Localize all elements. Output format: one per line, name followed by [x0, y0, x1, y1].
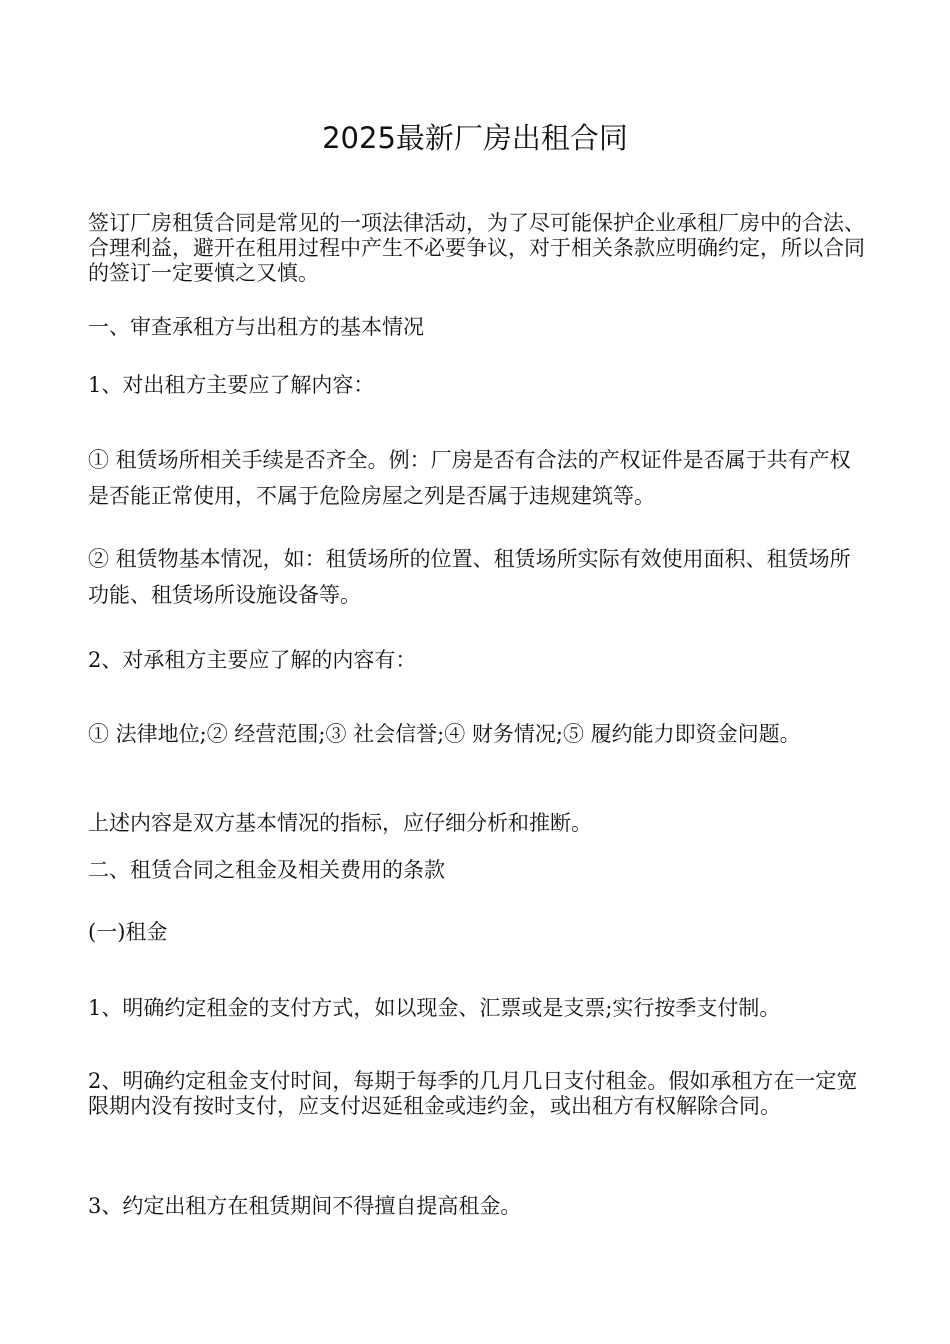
- s2-item2: 2、明确约定租金支付时间，每期于每季的几月几日支付租金。假如承租方在一定宽限期内没有按时支付，应支付迟延租金或违约金，或出租方有权解除合同。: [88, 1069, 858, 1118]
- s1-item1-heading: 1、对出租方主要应了解内容：: [88, 373, 375, 397]
- intro-paragraph: 签订厂房租赁合同是常见的一项法律活动，为了尽可能保护企业承租厂房中的合法、合理利益，避开在租用过程中产生不必要争议，对于相关条款应明确约定，所以合同的签订一定要慎之又慎。: [88, 211, 865, 285]
- s1-item2-points: ① 法律地位;② 经营范围;③ 社会信誉;④ 财务情况;⑤ 履约能力即资金问题。: [88, 722, 801, 746]
- s1-item2-heading: 2、对承租方主要应了解的内容有：: [88, 648, 417, 672]
- s1-summary: 上述内容是双方基本情况的指标，应仔细分析和推断。: [88, 811, 592, 835]
- document-title: 2025最新厂房出租合同: [322, 121, 628, 155]
- section2-heading: 二、租赁合同之租金及相关费用的条款: [88, 858, 445, 882]
- s1-item1-point2: ② 租赁物基本情况，如：租赁场所的位置、租赁场所实际有效使用面积、租赁场所功能、租赁场所设施设备等。: [88, 547, 851, 607]
- s1-item1-point1: ① 租赁场所相关手续是否齐全。例：厂房是否有合法的产权证件是否属于共有产权是否能正常使用，不属于危险房屋之列是否属于违规建筑等。: [88, 448, 851, 508]
- s2-item3: 3、约定出租方在租赁期间不得擅自提高租金。: [88, 1194, 522, 1218]
- s2-item1: 1、明确约定租金的支付方式，如以现金、汇票或是支票;实行按季支付制。: [88, 996, 781, 1020]
- s2-sub1-heading: (一)租金: [88, 920, 168, 944]
- section1-heading: 一、审查承租方与出租方的基本情况: [88, 315, 424, 339]
